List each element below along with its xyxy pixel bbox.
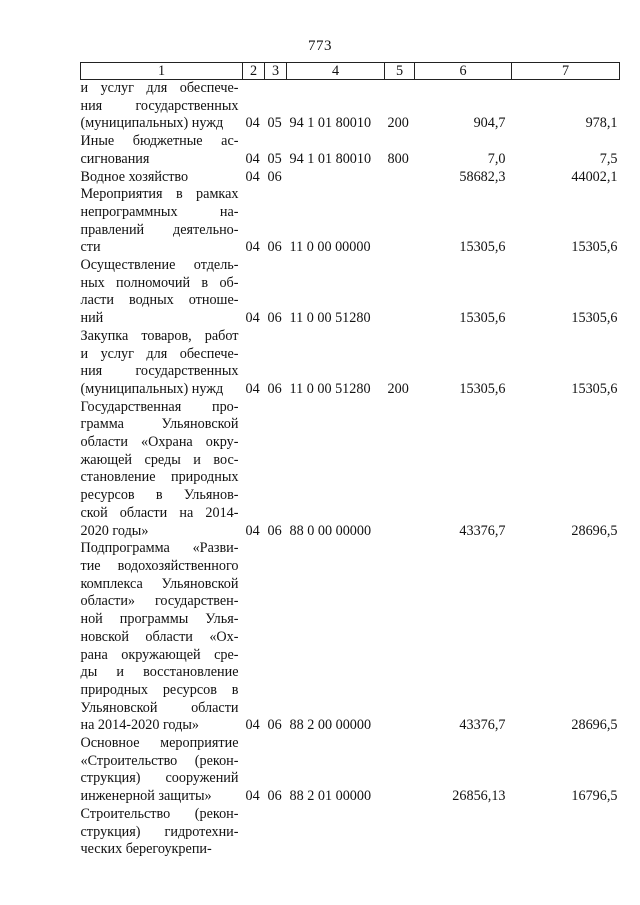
row-name-line: становление природных xyxy=(80,469,239,486)
target-item-code: 88 0 00 00000 xyxy=(289,522,372,539)
subsection-code: 06 xyxy=(267,239,282,256)
table-header-row xyxy=(81,63,620,80)
table-row xyxy=(81,257,620,328)
amount-col6: 58682,3 xyxy=(459,168,506,185)
row-name-line: ды и восстановление xyxy=(80,664,239,681)
row-name-line: Ульяновской области xyxy=(80,699,239,716)
amount-col6: 26856,13 xyxy=(452,788,506,805)
target-item-code: 11 0 00 51280 xyxy=(289,310,371,327)
row-name-line: струкция) гидротехни- xyxy=(80,823,239,840)
table-row xyxy=(81,80,620,134)
column-header: 2 xyxy=(243,63,265,80)
amount-col6: 15305,6 xyxy=(459,310,506,327)
section-code: 04 xyxy=(245,717,260,734)
subsection-code: 06 xyxy=(267,522,282,539)
amount-col6 xyxy=(415,806,512,859)
row-name-line: ных полномочий в об- xyxy=(80,274,239,291)
table-row xyxy=(81,540,620,735)
row-name xyxy=(81,806,243,859)
budget-table xyxy=(80,62,620,859)
subsection-code: 05 xyxy=(267,115,282,132)
section-code: 04 xyxy=(245,239,260,256)
row-name-line: области «Охрана окру- xyxy=(80,434,239,451)
amount-col7: 15305,6 xyxy=(571,239,618,256)
row-name xyxy=(81,735,243,806)
row-name-line: Закупка товаров, работ xyxy=(80,327,239,344)
section-code: 04 xyxy=(245,150,260,167)
subsection-code: 06 xyxy=(267,310,282,327)
row-name-line: ресурсов в Ульянов- xyxy=(80,487,239,504)
row-name-line: ний xyxy=(80,310,104,327)
subsection-code: 06 xyxy=(267,168,282,185)
row-name-line: на 2014-2020 годы» xyxy=(80,717,199,734)
row-name-line: струкция) сооружений xyxy=(80,770,239,787)
row-name-line: ния государственных xyxy=(80,363,239,380)
row-name xyxy=(81,186,243,257)
amount-col7: 15305,6 xyxy=(571,380,618,397)
amount-col7: 16796,5 xyxy=(571,788,618,805)
subsection-code: 06 xyxy=(267,717,282,734)
page-number: 773 xyxy=(308,38,332,54)
amount-col7: 28696,5 xyxy=(571,717,618,734)
target-item-code: 88 2 01 00000 xyxy=(289,788,372,805)
row-name-line: ческих берегоукрепи- xyxy=(80,841,212,858)
row-name-line: Водное хозяйство xyxy=(80,168,189,185)
section-code: 04 xyxy=(245,788,260,805)
expense-type-code xyxy=(385,186,415,257)
row-name-line: «Строительство (рекон- xyxy=(80,752,239,769)
row-name-line: тие водохозяйственного xyxy=(80,557,239,574)
target-item-code xyxy=(287,806,385,859)
column-header: 6 xyxy=(415,63,512,80)
expense-type-code: 200 xyxy=(387,380,409,397)
row-name-line: ной программы Улья- xyxy=(80,611,239,628)
row-name xyxy=(81,540,243,735)
amount-col7: 978,1 xyxy=(585,115,618,132)
amount-col6: 904,7 xyxy=(473,115,506,132)
amount-col6: 15305,6 xyxy=(459,239,506,256)
row-name-line: ласти водных отноше- xyxy=(80,292,239,309)
row-name-line: Подпрограмма «Разви- xyxy=(80,540,239,557)
subsection-code: 05 xyxy=(267,150,282,167)
row-name xyxy=(81,399,243,541)
target-item-code: 88 2 00 00000 xyxy=(289,717,372,734)
table-row xyxy=(81,328,620,399)
subsection-code: 06 xyxy=(267,380,282,397)
row-name-line: жающей среды и вос- xyxy=(80,451,239,468)
subsection-code xyxy=(265,806,287,859)
table-row xyxy=(81,399,620,541)
row-name-line: Строительство (рекон- xyxy=(80,805,239,822)
expense-type-code xyxy=(385,399,415,541)
row-name-line: области» государствен- xyxy=(80,593,239,610)
row-name-line: непрограммных на- xyxy=(80,203,239,220)
row-name-line: сигнования xyxy=(80,150,150,167)
expense-type-code xyxy=(385,257,415,328)
section-code xyxy=(243,806,265,859)
row-name-line: новской области «Ох- xyxy=(80,628,239,645)
amount-col7: 7,5 xyxy=(599,150,618,167)
row-name-line: грамма Ульяновской xyxy=(80,416,239,433)
row-name-line: сти xyxy=(80,239,101,256)
section-code: 04 xyxy=(245,522,260,539)
expense-type-code: 800 xyxy=(387,150,409,167)
amount-col6: 43376,7 xyxy=(459,522,506,539)
row-name xyxy=(81,133,243,168)
table-row xyxy=(81,133,620,168)
expense-type-code xyxy=(385,735,415,806)
table-body xyxy=(81,80,620,859)
target-item-code xyxy=(287,169,385,187)
target-item-code: 94 1 01 80010 xyxy=(289,115,372,132)
row-name-line: Осуществление отдель- xyxy=(80,257,239,274)
column-header: 4 xyxy=(287,63,385,80)
table-row xyxy=(81,735,620,806)
row-name-line: и услуг для обеспече- xyxy=(80,80,239,96)
amount-col7: 28696,5 xyxy=(571,522,618,539)
row-name-line: (муниципальных) нужд xyxy=(80,115,224,132)
amount-col6: 15305,6 xyxy=(459,380,506,397)
amount-col6: 43376,7 xyxy=(459,717,506,734)
row-name-line: ской области на 2014- xyxy=(80,504,239,521)
column-header: 5 xyxy=(385,63,415,80)
target-item-code: 94 1 01 80010 xyxy=(289,150,372,167)
row-name-line: инженерной защиты» xyxy=(80,788,212,805)
row-name-line: рана окружающей сре- xyxy=(80,646,239,663)
row-name-line: комплекса Ульяновской xyxy=(80,575,239,592)
section-code: 04 xyxy=(245,115,260,132)
expense-type-code xyxy=(385,540,415,735)
amount-col6: 7,0 xyxy=(487,150,506,167)
row-name-line: Мероприятия в рамках xyxy=(80,186,239,203)
section-code: 04 xyxy=(245,310,260,327)
row-name-line: Иные бюджетные ас- xyxy=(80,133,239,150)
row-name-line: 2020 годы» xyxy=(80,522,149,539)
amount-col7 xyxy=(512,806,620,859)
row-name-line: (муниципальных) нужд xyxy=(80,380,224,397)
row-name-line: Государственная про- xyxy=(80,398,239,415)
section-code: 04 xyxy=(245,380,260,397)
table-row xyxy=(81,169,620,187)
row-name-line: ния государственных xyxy=(80,97,239,114)
expense-type-code xyxy=(385,806,415,859)
row-name-line: природных ресурсов в xyxy=(80,681,239,698)
row-name-line: Основное мероприятие xyxy=(80,735,239,752)
amount-col7: 44002,1 xyxy=(571,168,618,185)
amount-col7: 15305,6 xyxy=(571,310,618,327)
section-code: 04 xyxy=(245,168,260,185)
expense-type-code: 200 xyxy=(387,115,409,132)
row-name xyxy=(81,328,243,399)
target-item-code: 11 0 00 00000 xyxy=(289,239,371,256)
target-item-code: 11 0 00 51280 xyxy=(289,380,371,397)
column-header: 1 xyxy=(81,63,243,80)
row-name xyxy=(81,80,243,134)
row-name-line: правлений деятельно- xyxy=(80,221,239,238)
row-name xyxy=(81,169,243,187)
subsection-code: 06 xyxy=(267,788,282,805)
row-name-line: и услуг для обеспече- xyxy=(80,345,239,362)
expense-type-code xyxy=(385,169,415,187)
row-name xyxy=(81,257,243,328)
column-header: 3 xyxy=(265,63,287,80)
table-row xyxy=(81,806,620,859)
table-row xyxy=(81,186,620,257)
column-header: 7 xyxy=(512,63,620,80)
